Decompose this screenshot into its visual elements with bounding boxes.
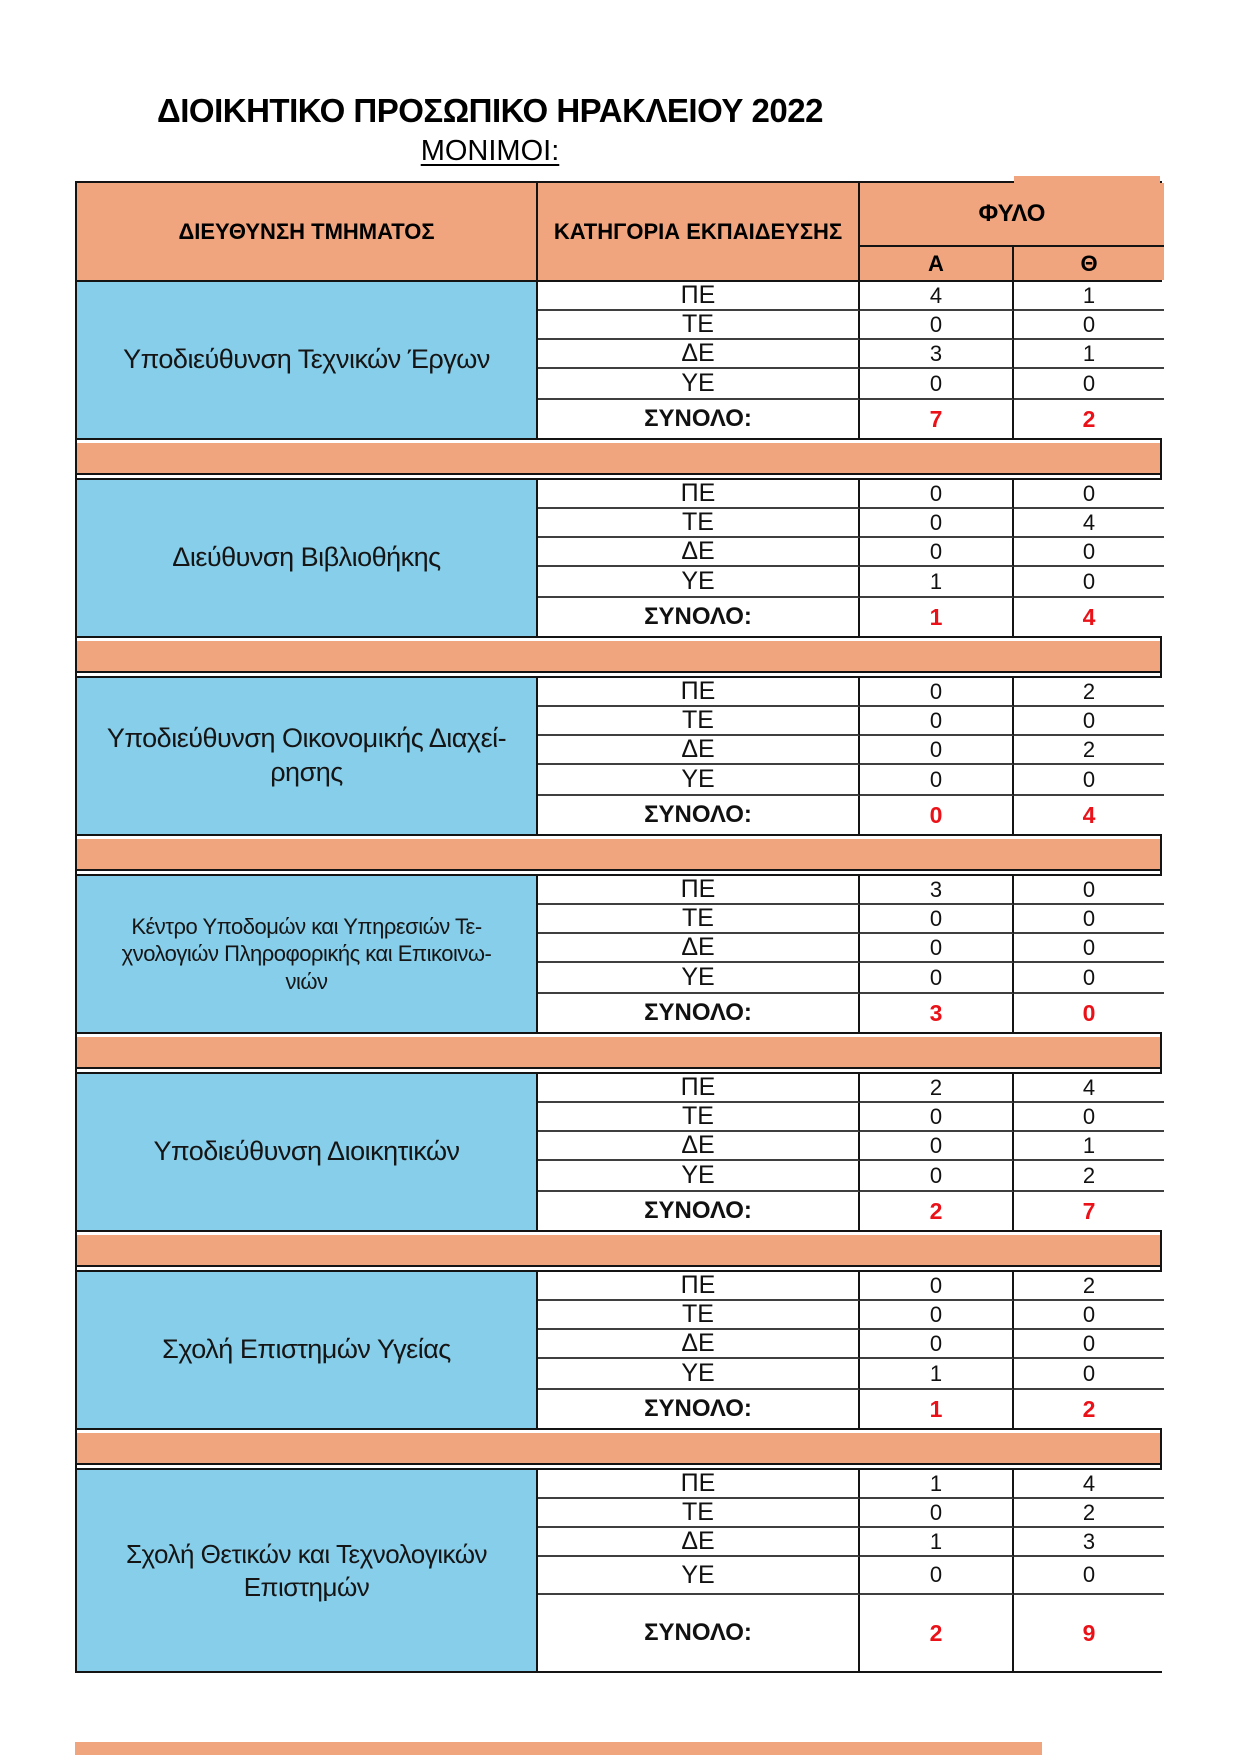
total-label: ΣΥΝΟΛΟ: (538, 994, 860, 1032)
page-title: ΔΙΟΙΚΗΤΙΚΟ ΠΡΟΣΩΠΙΚΟ ΗΡΑΚΛΕΙΟΥ 2022 (157, 92, 823, 129)
education-category-label: ΠΕ (538, 1470, 860, 1499)
staff-table (75, 181, 1162, 1673)
male-count: 1 (860, 1359, 1014, 1390)
education-category-label: ΠΕ (538, 876, 860, 905)
department-name-line: Διεύθυνση Βιβλιοθήκης (172, 542, 441, 573)
education-category-label: ΔΕ (538, 934, 860, 963)
female-count: 4 (1014, 1074, 1164, 1103)
separator-band (77, 1235, 1160, 1267)
male-count: 0 (860, 678, 1014, 707)
department-name-cell (77, 282, 538, 438)
section-separator (77, 1235, 1160, 1267)
department-name-line: χνολογιών Πληροφορικής και Επικοινω- (121, 941, 492, 967)
education-category-label: ΥΕ (538, 963, 860, 994)
total-label: ΣΥΝΟΛΟ: (538, 400, 860, 438)
male-count: 0 (860, 311, 1014, 340)
female-count: 0 (1014, 765, 1164, 796)
education-category-label: ΥΕ (538, 1557, 860, 1595)
education-category-label: ΔΕ (538, 1132, 860, 1161)
page-subtitle: ΜΟΝΙΜΟΙ: (420, 135, 560, 167)
education-category-label: ΥΕ (538, 765, 860, 796)
education-category-label: ΤΕ (538, 707, 860, 736)
education-category-label: ΤΕ (538, 1103, 860, 1132)
total-male-count: 0 (860, 796, 1014, 834)
education-category-label: ΠΕ (538, 1272, 860, 1301)
total-label: ΣΥΝΟΛΟ: (538, 1390, 860, 1428)
total-label: ΣΥΝΟΛΟ: (538, 796, 860, 834)
education-category-label: ΥΕ (538, 1359, 860, 1390)
male-count: 2 (860, 1074, 1014, 1103)
female-count: 2 (1014, 1161, 1164, 1192)
total-female-count: 0 (1014, 994, 1164, 1032)
education-category-label: ΤΕ (538, 1499, 860, 1528)
total-male-count: 1 (860, 598, 1014, 636)
department-section (77, 1270, 1160, 1430)
female-count: 0 (1014, 1103, 1164, 1132)
section-separator (77, 641, 1160, 673)
total-male-count: 2 (860, 1595, 1014, 1671)
department-name-line: Υποδιεύθυνση Οικονομικής Διαχεί- (106, 723, 507, 754)
female-count: 0 (1014, 1359, 1164, 1390)
section-separator (77, 839, 1160, 871)
header-education-category: ΚΑΤΗΓΟΡΙΑ ΕΚΠΑΙΔΕΥΣΗΣ (538, 183, 860, 280)
education-category-label: ΔΕ (538, 1330, 860, 1359)
total-male-count: 2 (860, 1192, 1014, 1230)
female-count: 0 (1014, 369, 1164, 400)
female-count: 0 (1014, 707, 1164, 736)
education-category-label: ΥΕ (538, 369, 860, 400)
department-section (77, 676, 1160, 836)
female-count: 1 (1014, 282, 1164, 311)
total-female-count: 2 (1014, 1390, 1164, 1428)
male-count: 1 (860, 1470, 1014, 1499)
section-separator (77, 1433, 1160, 1465)
female-count: 0 (1014, 1301, 1164, 1330)
education-category-label: ΔΕ (538, 340, 860, 369)
total-label: ΣΥΝΟΛΟ: (538, 1595, 860, 1671)
male-count: 0 (860, 369, 1014, 400)
male-count: 0 (860, 707, 1014, 736)
department-name-line: Σχολή Θετικών και Τεχνολογικών (125, 1539, 488, 1569)
total-label: ΣΥΝΟΛΟ: (538, 598, 860, 636)
female-count: 2 (1014, 678, 1164, 707)
education-category-label: ΠΕ (538, 282, 860, 311)
male-count: 0 (860, 1499, 1014, 1528)
total-male-count: 3 (860, 994, 1014, 1032)
education-category-label: ΠΕ (538, 678, 860, 707)
department-section (77, 1072, 1160, 1232)
female-count: 0 (1014, 876, 1164, 905)
separator-band (77, 839, 1160, 871)
department-section (77, 874, 1160, 1034)
male-count: 0 (860, 1161, 1014, 1192)
female-count: 0 (1014, 1330, 1164, 1359)
department-name-line: Υποδιεύθυνση Τεχνικών Έργων (123, 344, 490, 375)
department-name-cell (77, 1272, 538, 1428)
education-category-label: ΤΕ (538, 905, 860, 934)
department-name-cell (77, 1470, 538, 1671)
female-count: 0 (1014, 567, 1164, 598)
separator-band (77, 641, 1160, 673)
male-count: 0 (860, 1132, 1014, 1161)
male-count: 0 (860, 934, 1014, 963)
male-count: 3 (860, 876, 1014, 905)
female-count: 0 (1014, 934, 1164, 963)
male-count: 0 (860, 1301, 1014, 1330)
female-count: 0 (1014, 1557, 1164, 1595)
male-count: 3 (860, 340, 1014, 369)
male-count: 0 (860, 538, 1014, 567)
title-block (0, 92, 980, 168)
total-male-count: 7 (860, 400, 1014, 438)
department-name-line: νιών (285, 968, 328, 994)
education-category-label: ΥΕ (538, 567, 860, 598)
female-count: 2 (1014, 736, 1164, 765)
total-label: ΣΥΝΟΛΟ: (538, 1192, 860, 1230)
section-separator (77, 1037, 1160, 1069)
department-name-cell (77, 1074, 538, 1230)
male-count: 0 (860, 736, 1014, 765)
male-count: 0 (860, 1557, 1014, 1595)
male-count: 0 (860, 509, 1014, 538)
department-name-line: Σχολή Επιστημών Υγείας (162, 1334, 451, 1365)
department-name-line: Υποδιεύθυνση Διοικητικών (153, 1136, 460, 1167)
male-count: 0 (860, 905, 1014, 934)
education-category-label: ΤΕ (538, 311, 860, 340)
female-count: 4 (1014, 1470, 1164, 1499)
female-count: 1 (1014, 340, 1164, 369)
bottom-separator-strip (75, 1742, 1042, 1755)
education-category-label: ΤΕ (538, 509, 860, 538)
header-fill-bump (1014, 176, 1160, 185)
header-male: Α (860, 247, 1014, 280)
department-name-line: ρησης (270, 757, 343, 787)
female-count: 2 (1014, 1272, 1164, 1301)
education-category-label: ΠΕ (538, 1074, 860, 1103)
male-count: 0 (860, 1272, 1014, 1301)
education-category-label: ΥΕ (538, 1161, 860, 1192)
education-category-label: ΔΕ (538, 736, 860, 765)
male-count: 0 (860, 765, 1014, 796)
header-department: ΔΙΕΥΘΥΝΣΗ ΤΜΗΜΑΤΟΣ (77, 183, 538, 280)
male-count: 0 (860, 1103, 1014, 1132)
female-count: 1 (1014, 1132, 1164, 1161)
female-count: 2 (1014, 1499, 1164, 1528)
section-separator (77, 443, 1160, 475)
total-female-count: 4 (1014, 796, 1164, 834)
female-count: 3 (1014, 1528, 1164, 1557)
total-female-count: 9 (1014, 1595, 1164, 1671)
female-count: 0 (1014, 311, 1164, 340)
department-section (77, 1468, 1160, 1671)
female-count: 4 (1014, 509, 1164, 538)
department-name-cell (77, 480, 538, 636)
header-female: Θ (1014, 247, 1164, 280)
total-male-count: 1 (860, 1390, 1014, 1428)
total-female-count: 4 (1014, 598, 1164, 636)
table-header (77, 183, 1160, 280)
total-female-count: 2 (1014, 400, 1164, 438)
male-count: 4 (860, 282, 1014, 311)
male-count: 0 (860, 963, 1014, 994)
education-category-label: ΔΕ (538, 1528, 860, 1557)
department-section (77, 280, 1160, 440)
male-count: 1 (860, 1528, 1014, 1557)
department-name-cell (77, 876, 538, 1032)
education-category-label: ΠΕ (538, 480, 860, 509)
male-count: 1 (860, 567, 1014, 598)
department-name-line: Επιστημών (243, 1571, 370, 1602)
education-category-label: ΤΕ (538, 1301, 860, 1330)
department-name-cell (77, 678, 538, 834)
separator-band (77, 1037, 1160, 1069)
separator-band (77, 1433, 1160, 1465)
female-count: 0 (1014, 963, 1164, 994)
female-count: 0 (1014, 905, 1164, 934)
education-category-label: ΔΕ (538, 538, 860, 567)
separator-band (77, 443, 1160, 475)
male-count: 0 (860, 480, 1014, 509)
department-section (77, 478, 1160, 638)
total-female-count: 7 (1014, 1192, 1164, 1230)
female-count: 0 (1014, 538, 1164, 567)
department-name-line: Κέντρο Υποδομών και Υπηρεσιών Τε- (131, 913, 482, 939)
male-count: 0 (860, 1330, 1014, 1359)
header-gender: ΦΥΛΟ (860, 183, 1164, 247)
female-count: 0 (1014, 480, 1164, 509)
